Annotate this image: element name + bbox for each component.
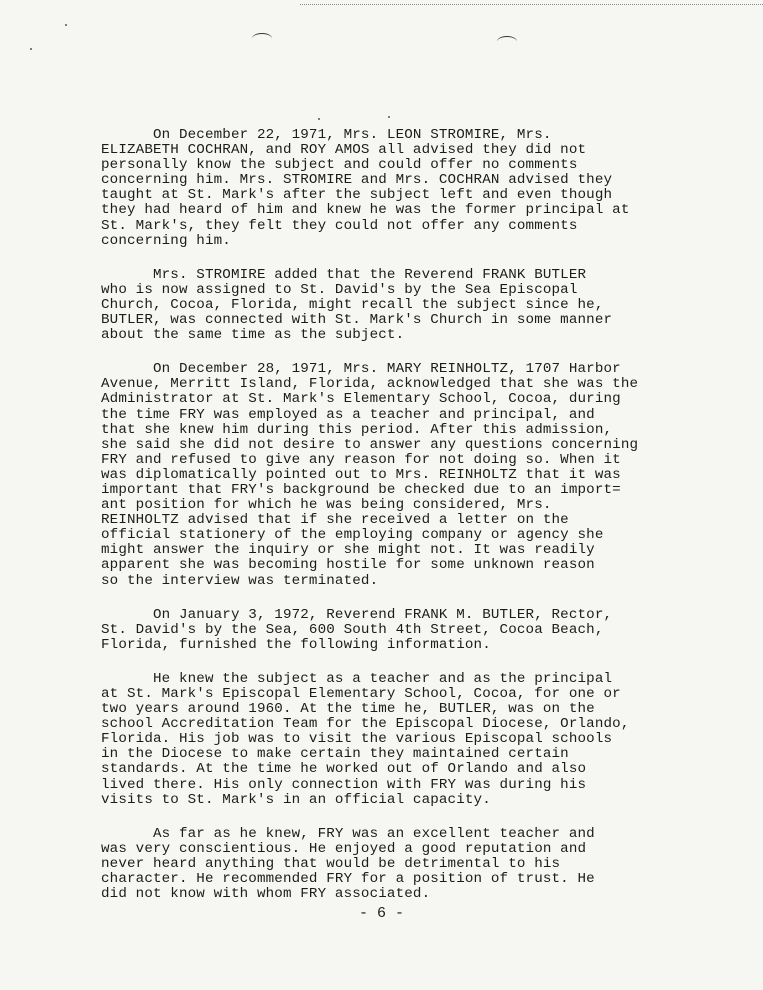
scan-speck (318, 118, 320, 120)
document-body (101, 128, 671, 921)
scan-mark-right (497, 36, 517, 47)
paragraph-2: Mrs. STROMIRE added that the Reverend FRANK BUTLER who is now assigned to St. David's by the Sea Episcopal Church, Cocoa, Florida, might recall the subject since he, BUTLER, was connected with St. Mark's Church in some manner about the same time as the subject. (101, 266, 613, 344)
page-number: - 6 - (358, 905, 404, 922)
paragraph-3: On December 28, 1971, Mrs. MARY REINHOLTZ, 1707 Harbor Avenue, Merritt Island, Florida, acknowledged that she was the Administrator at St. Mark's Elementary School, Cocoa, during the time FRY was employed as a teacher and principal, and that she knew him during this period. After this admission, she said she did not desire to answer any questions concerning FRY and refused to give any reason for not doing so. When it was diplomatically pointed out to Mrs. REINHOLTZ that it was important that FRY's background be checked due to an import= ant position for which he was being considered, Mrs. REINHOLTZ advised that if she received a letter on the official stationery of the employing company or agency she might answer the inquiry or she might not. It was readily apparent she was becoming hostile for some unknown reason so the interview was terminated. (101, 361, 639, 589)
scan-speck (388, 116, 390, 118)
paragraph-1: On December 22, 1971, Mrs. LEON STROMIRE, Mrs. ELIZABETH COCHRAN, and ROY AMOS all advised they did not personally know the subject and could offer no comments concerning him. Mrs. STROMIRE and Mrs. COCHRAN advised they taught at St. Mark's after the subject left and even though they had heard of him and knew he was the former principal at St. Mark's, they felt they could not offer any comments concerning him. (101, 127, 630, 249)
paragraph-4: On January 3, 1972, Reverend FRANK M. BUTLER, Rector, St. David's by the Sea, 600 South 4th Street, Cocoa Beach, Florida, furnished the following information. (101, 606, 613, 653)
scan-speck (30, 48, 32, 50)
paragraph-5: He knew the subject as a teacher and as the principal at St. Mark's Episcopal Elementary School, Cocoa, for one or two years around 1960. At the time he, BUTLER, was on the school Accreditation Team for the Episcopal Diocese, Orlando, Florida. His job was to visit the various Episcopal schools in the Diocese to make certain they maintained certain standards. At the time he worked out of Orlando and also lived there. His only connection with FRY was during his visits to St. Mark's in an official capacity. (101, 670, 630, 808)
scan-speck (65, 24, 67, 26)
top-dotted-rule (300, 4, 763, 5)
paragraph-6: As far as he knew, FRY was an excellent teacher and was very conscientious. He enjoyed a good reputation and never heard anything that would be detrimental to his character. He recommended FRY for a position of trust. He did not know with whom FRY associated. (101, 825, 595, 903)
scan-mark-left (252, 33, 272, 44)
